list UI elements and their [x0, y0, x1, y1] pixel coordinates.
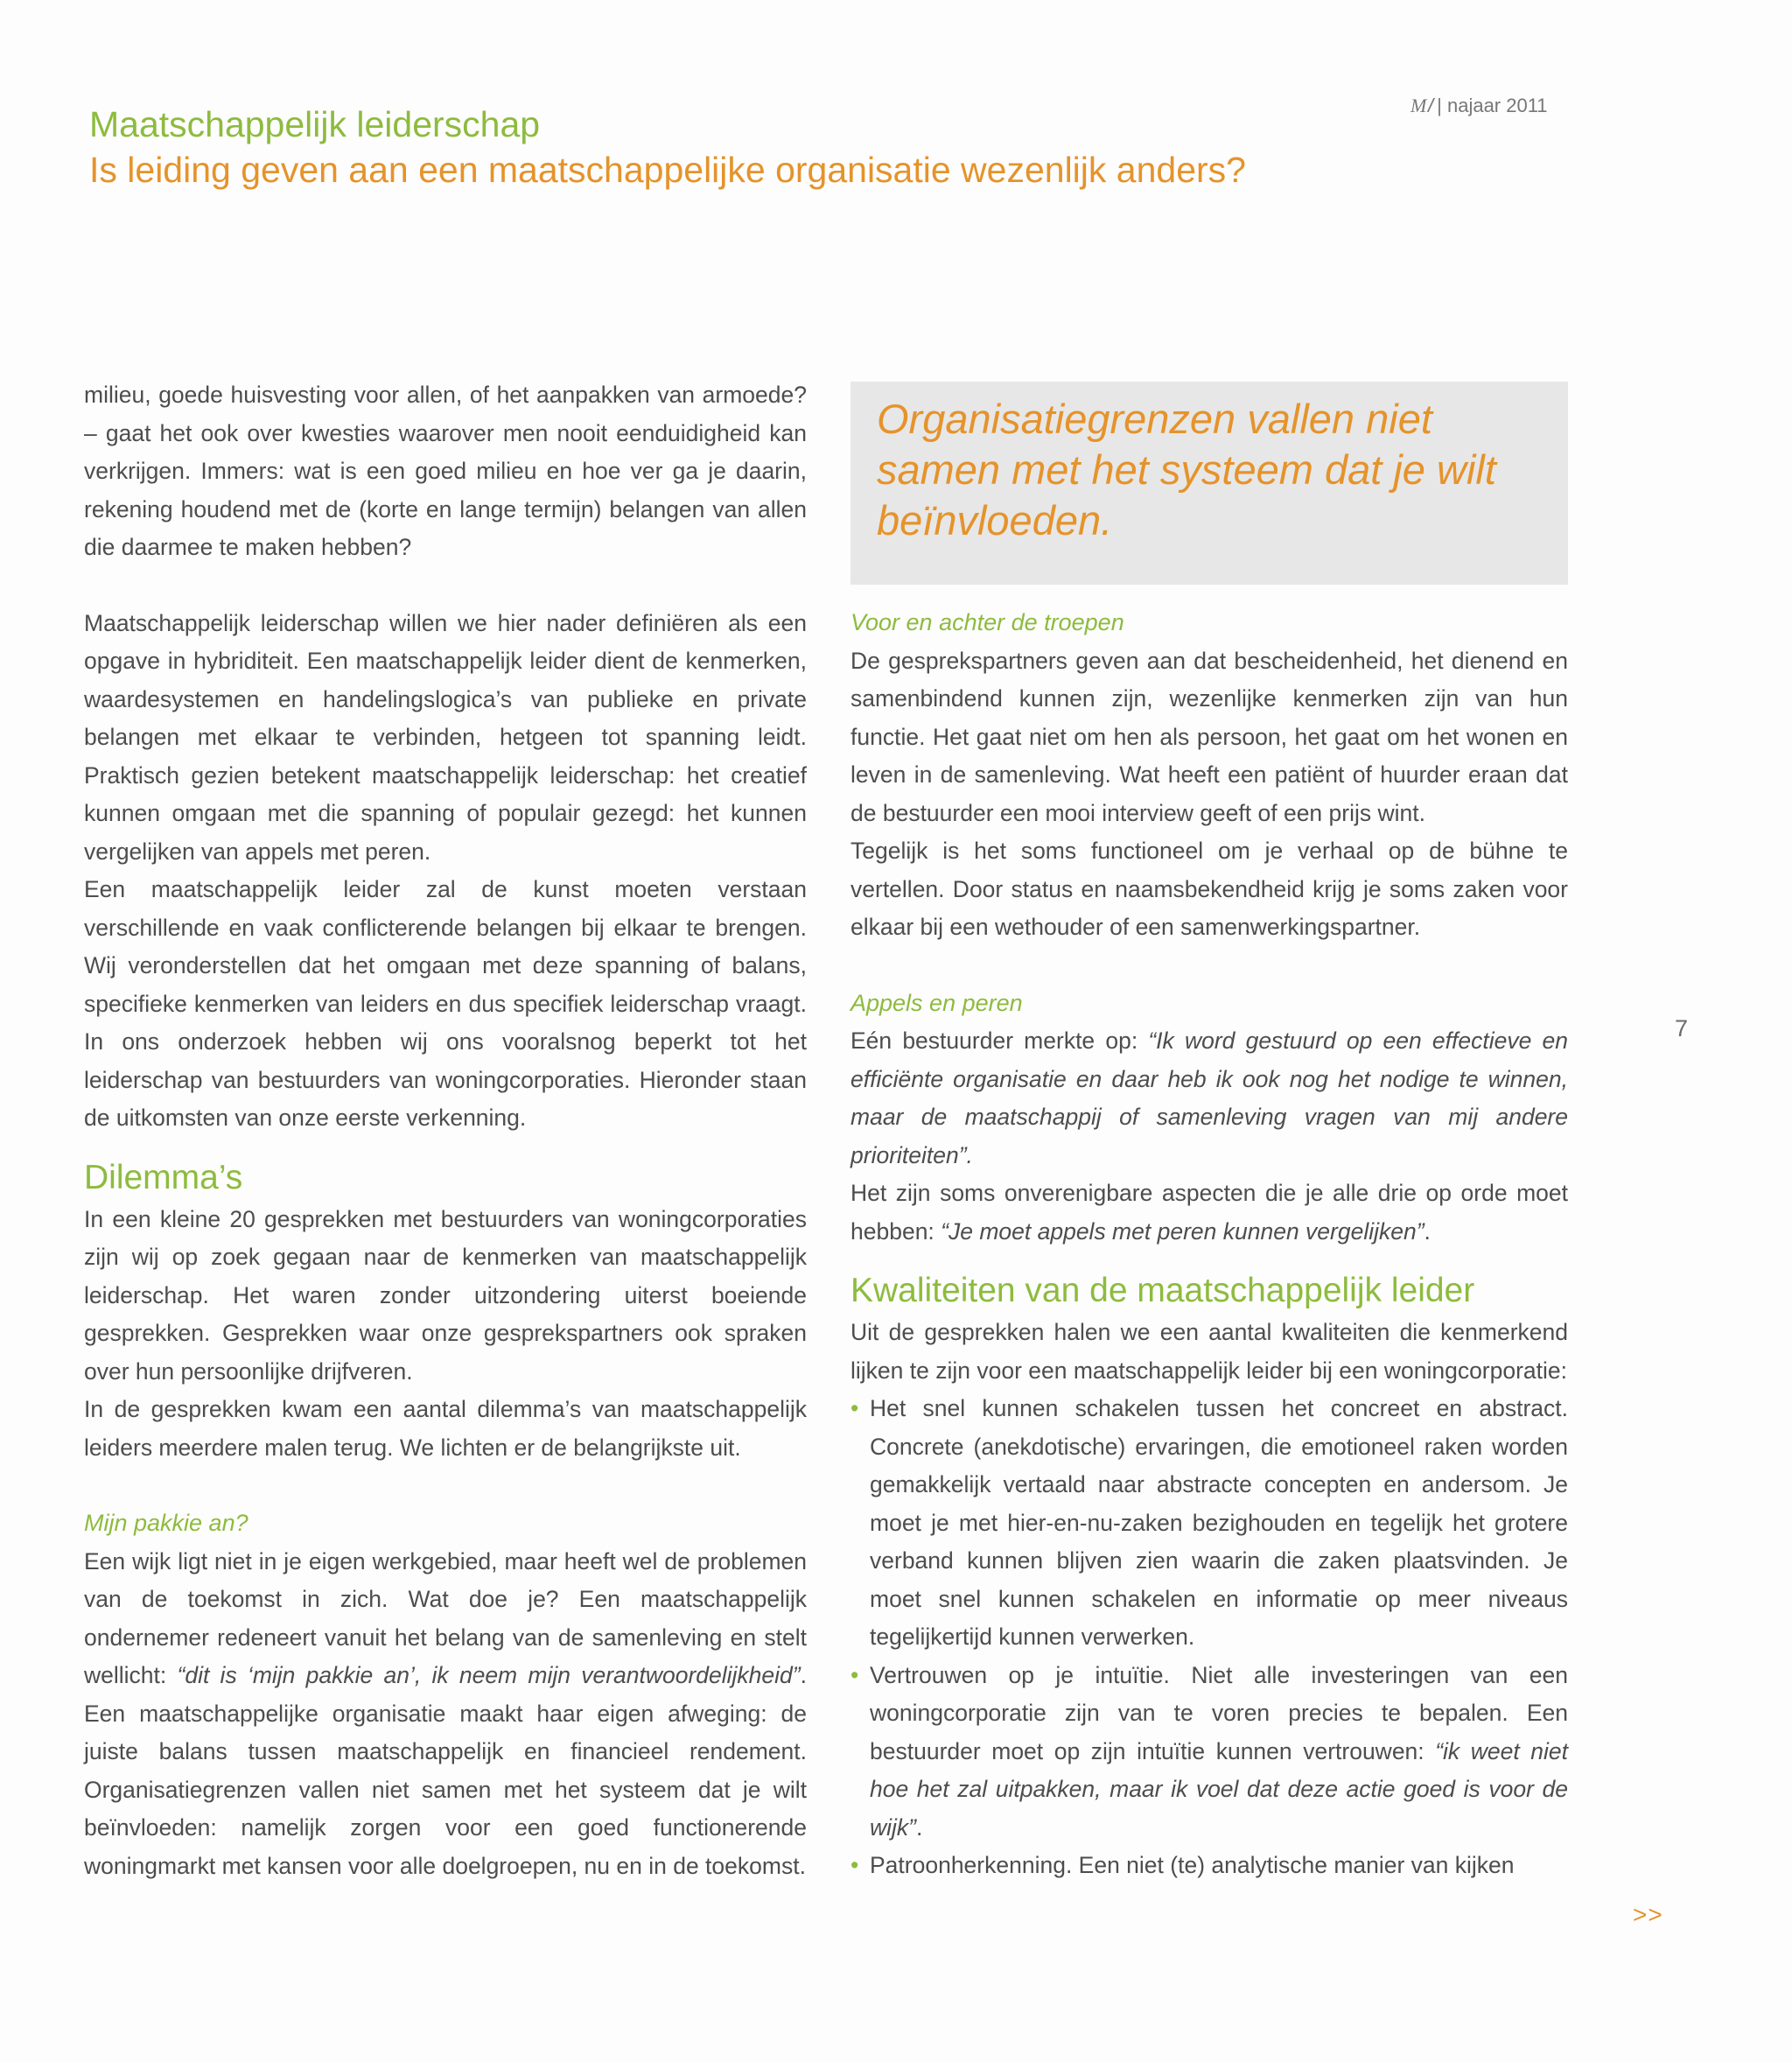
article-title: Maatschappelijk leiderschap	[89, 104, 541, 144]
magazine-logo: M𝑙	[1410, 95, 1432, 116]
article-subtitle: Is leiding geven aan een maatschappelijke organisatie wezenlijk anders?	[89, 150, 1246, 190]
issue-date: | najaar 2011	[1432, 95, 1548, 116]
text-span: Vertrouwen op je intuïtie. Niet alle investeringen van een woningcorporatie zijn van te voren precies te bepalen. Een bestuurder moet op zijn intuïtie kunnen vertrouwen:	[870, 1661, 1568, 1764]
subheading-troepen: Voor en achter de troepen	[850, 609, 1124, 635]
list-item	[850, 1390, 1568, 1657]
paragraph	[84, 1543, 807, 1886]
section-heading-kwaliteiten: Kwaliteiten van de maatschappelijk leider	[850, 1272, 1475, 1309]
next-page-icon[interactable]: >>	[1633, 1901, 1663, 1928]
text-span: Eén bestuurder merkte op:	[850, 1027, 1149, 1054]
text-span: .	[916, 1813, 923, 1841]
bullet-icon: •	[850, 1661, 859, 1688]
quote-span: “ik weet niet hoe het zal uitpakken, maar ik voel dat deze actie goed is voor de wijk”	[870, 1737, 1568, 1841]
paragraph	[850, 1022, 1568, 1175]
bullet-icon: •	[850, 1852, 859, 1878]
text-span: Het snel kunnen schakelen tussen het concreet en abstract. Concrete (anekdotische) ervaringen, die emotioneel raken worden gemakkelijk vertaald naar abstracte concepten en andersom. Je moet je met hier-en-nu-zaken bezighouden en tegelijk het grotere verband kunnen blijven zien waarin die zaken plaatsvinden. Je moet snel kunnen schakelen en informatie op meer niveaus tegelijkertijd kunnen verwerken.	[870, 1395, 1568, 1650]
pull-quote: Organisatiegrenzen vallen niet samen met het systeem dat je wilt beïnvloeden.	[850, 382, 1568, 585]
subheading-appels: Appels en peren	[850, 989, 1023, 1016]
paragraph: Maatschappelijk leiderschap willen we hier nader definiëren als een opgave in hybriditeit. Een maatschappelijk leider dient de kenmerken, waardesystemen en handelingslogica’s van publieke en private belangen met elkaar te verbinden, hetgeen tot spanning leidt. Praktisch gezien betekent maatschappelijk leiderschap: het creatief kunnen omgaan met die spanning of populair gezegd: het kunnen vergelijken van appels met peren.	[84, 609, 807, 865]
paragraph: Uit de gesprekken halen we een aantal kwaliteiten die kenmerkend lijken te zijn voor een maatschappelijk leider bij een woningcorporatie:	[850, 1319, 1568, 1384]
paragraph: De gesprekspartners geven aan dat bescheidenheid, het dienend en samenbindend kunnen zijn, wezenlijke kenmerken zijn van hun functie. Het gaat niet om hen als persoon, het gaat om het wonen en leven in de samenleving. Wat heeft een patiënt of huurder eraan dat de bestuurder een mooi interview geeft of een prijs wint.	[850, 647, 1568, 826]
paragraph: Een maatschappelijk leider zal de kunst moeten verstaan verschillende en vaak conflicterende belangen bij elkaar te brengen. Wij veronderstellen dat het omgaan met deze spanning of balans, specifieke kenmerken van leiders en dus specifiek leiderschap vraagt. In ons onderzoek hebben wij ons vooralsnog beperkt tot het leiderschap van bestuurders van woningcorporaties. Hieronder staan de uitkomsten van onze eerste verkenning.	[84, 876, 807, 1131]
text-span: Patroonherkenning. Een niet (te) analytische manier van kijken	[870, 1852, 1515, 1878]
paragraph: milieu, goede huisvesting voor allen, of het aanpakken van armoede? – gaat het ook over kwesties waarover men nooit eenduidigheid kan verkrijgen. Immers: wat is een goed milieu en hoe ver ga je daarin, rekening houdend met de (korte en lange termijn) belangen van allen die daarmee te maken hebben?	[84, 382, 807, 560]
section-heading-dilemmas: Dilemma’s	[84, 1158, 243, 1196]
paragraph: In de gesprekken kwam een aantal dilemma’s van maatschappelijk leiders meerdere malen terug. We lichten er de belangrijkste uit.	[84, 1396, 807, 1461]
paragraph: In een kleine 20 gesprekken met bestuurders van woningcorporaties zijn wij op zoek gegaan naar de kenmerken van maatschappelijk leiderschap. Het waren zonder uitzondering uiterst boeiende gesprekken. Gesprekken waar onze gesprekspartners ook spraken over hun persoonlijke drijfveren.	[84, 1205, 807, 1385]
list-item	[850, 1847, 1568, 1885]
quote-span: “Je moet appels met peren kunnen vergelijken”	[941, 1217, 1424, 1245]
quote-span: “dit is ‘mijn pakkie an’, ik neem mijn verantwoordelijkheid”	[177, 1662, 801, 1688]
issue-label	[1410, 95, 1548, 117]
right-column	[850, 604, 1568, 1885]
text-span: . Een maatschappelijke organisatie maakt haar eigen afweging: de juiste balans tussen maatschappelijk en financieel rendement. Organisatiegrenzen vallen niet samen met het systeem dat je wilt beïnvloeden: namelijk zorgen voor een goed functionerende woningmarkt met kansen voor alle doelgroepen, nu en in de toekomst.	[84, 1662, 807, 1879]
paragraph	[850, 1175, 1568, 1251]
left-column	[84, 376, 807, 1885]
qualities-list	[850, 1390, 1568, 1885]
paragraph: Tegelijk is het soms functioneel om je verhaal op de bühne te vertellen. Door status en naamsbekendheid krijg je soms zaken voor elkaar bij een wethouder of een samenwerkingspartner.	[850, 838, 1568, 940]
text-span: Het zijn soms onverenigbare aspecten die je alle drie op orde moet hebben:	[850, 1180, 1568, 1245]
bullet-icon: •	[850, 1395, 859, 1421]
subheading-pakkie: Mijn pakkie an?	[84, 1510, 248, 1536]
text-span: .	[1424, 1217, 1431, 1245]
text-span: Een wijk ligt niet in je eigen werkgebied, maar heeft wel de problemen van de toekomst in zich. Wat doe je? Een maatschappelijk ondernemer redeneert vanuit het belang van de samenleving en stelt wellicht:	[84, 1547, 807, 1688]
quote-span: “Ik word gestuurd op een effectieve en efficiënte organisatie en daar heb ik ook nog het nodige te winnen, maar de maatschappij of samenleving vragen van mij andere prioriteiten”.	[850, 1027, 1568, 1168]
list-item	[850, 1657, 1568, 1848]
page-number: 7	[1675, 1015, 1689, 1042]
